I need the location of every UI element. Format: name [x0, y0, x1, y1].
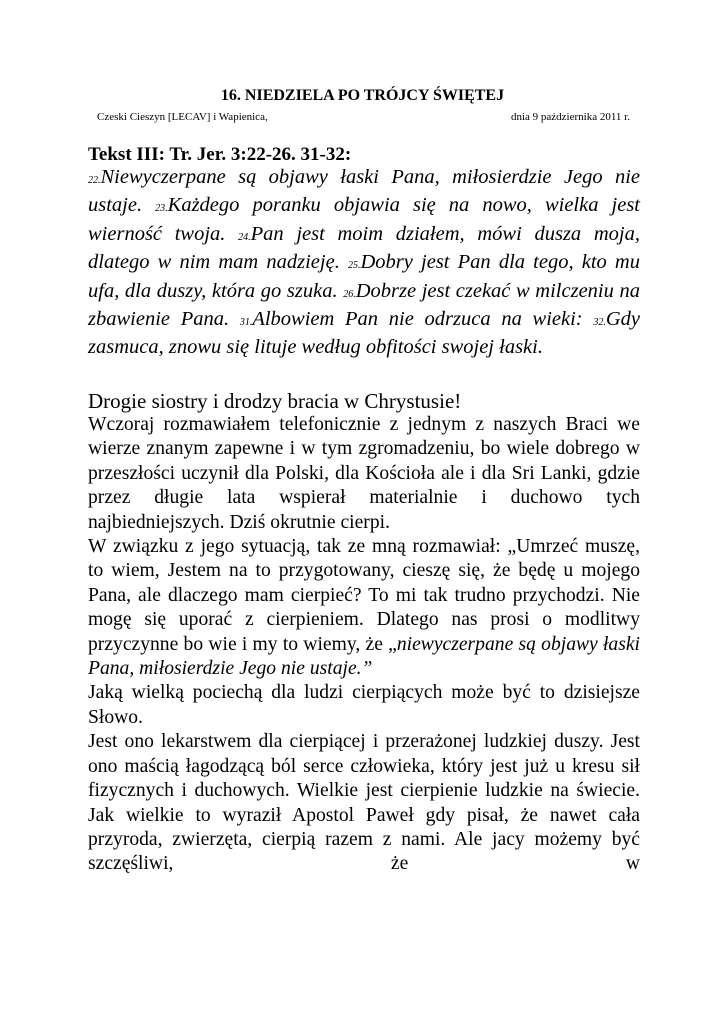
verse-number: 24.	[238, 231, 251, 243]
sermon-paragraph	[88, 535, 640, 681]
verse-number: 32.	[593, 317, 606, 329]
verse-text: Gdy zasmuca, znowu się lituje według obfitości swojej łaski.	[88, 308, 640, 359]
header-place: Czeski Cieszyn [LECAV] i Wapienica,	[97, 111, 268, 123]
sermon-paragraph-text: W związku z jego sytuacją, tak ze mną rozmawiał: „Umrzeć muszę, to wiem, Jestem na to przygotowany, cieszę się, że będę u mojego Pana, ale dlaczego mam cierpieć? To mi tak trudno przychodzi. Nie mogę się uporać z cierpieniem. Dlatego nas prosi o modlitwy przyczynne bo wie i my to wiemy, że „	[88, 536, 640, 655]
verse-number: 31.	[239, 317, 253, 329]
sermon-paragraph: Jest ono lekarstwem dla cierpiącej i przerażonej ludzkiej duszy. Jest ono maścią łagodzącą ból serce człowieka, który jest już u kresu sił fizycznych i duchowych. Wielkie jest cierpienie ludzkie na świecie. Jak wielkie to wyraził Apostol Paweł gdy pisał, że nawet cała przyroda, zwierzęta, cierpią razem z nami. Ale jacy możemy być szczęśliwi, że w	[88, 731, 640, 875]
sermon-greeting: Drogie siostry i drodzy bracia w Chrystusie!	[88, 389, 462, 413]
page-title: 16. NIEDZIELA PO TRÓJCY ŚWIĘTEJ	[220, 87, 505, 104]
verse-text: Dobry jest Pan dla tego, kto mu ufa, dla duszy, która go szuka.	[88, 251, 640, 302]
scripture-quote: niewyczerpane są objawy łaski Pana, miłosierdzie Jego nie ustaje.”	[88, 633, 640, 680]
verse-number: 23.	[155, 203, 168, 215]
header-meta	[97, 110, 630, 124]
header-date: dnia 9 października 2011 r.	[510, 111, 630, 123]
verse-number: 22.	[88, 175, 101, 186]
sermon-paragraph: Wczoraj rozmawiałem telefonicznie z jednym z naszych Braci we wierze znanym zapewne i w tym zgromadzeniu, bo wiele dobrego w przeszłości uczynił dla Polski, dla Kościoła ale i dla Sri Lanki, gdzie przez długie lata wspierał materialnie i duchowo tych najbiedniejszych. Dziś okrutnie cierpi.	[88, 414, 640, 533]
verse-text: Każdego poranku objawia się na nowo, wielka jest wierność twoja.	[88, 194, 640, 245]
verse-text: Pan jest moim działem, mówi dusza moja, dlatego w nim mam nadzieję.	[88, 222, 640, 274]
sermon-paragraph: Jaką wielką pociechą dla ludzi cierpiących może być to dzisiejsze Słowo.	[88, 682, 640, 728]
verse-text: Niewyczerpane są objawy łaski Pana, miłosierdzie Jego nie ustaje.	[88, 166, 640, 217]
reading-reference: Tekst III: Tr. Jer. 3:22-26. 31-32:	[88, 144, 352, 165]
verse-number: 26.	[343, 288, 356, 300]
verse-number: 25.	[347, 260, 361, 272]
verse-text: Albowiem Pan nie odrzuca na wieki:	[252, 308, 594, 331]
sermon-body	[88, 413, 640, 877]
reading-verses	[88, 165, 640, 360]
verse-text: Dobrze jest czekać w milczeniu na zbawienie Pana.	[88, 279, 640, 331]
